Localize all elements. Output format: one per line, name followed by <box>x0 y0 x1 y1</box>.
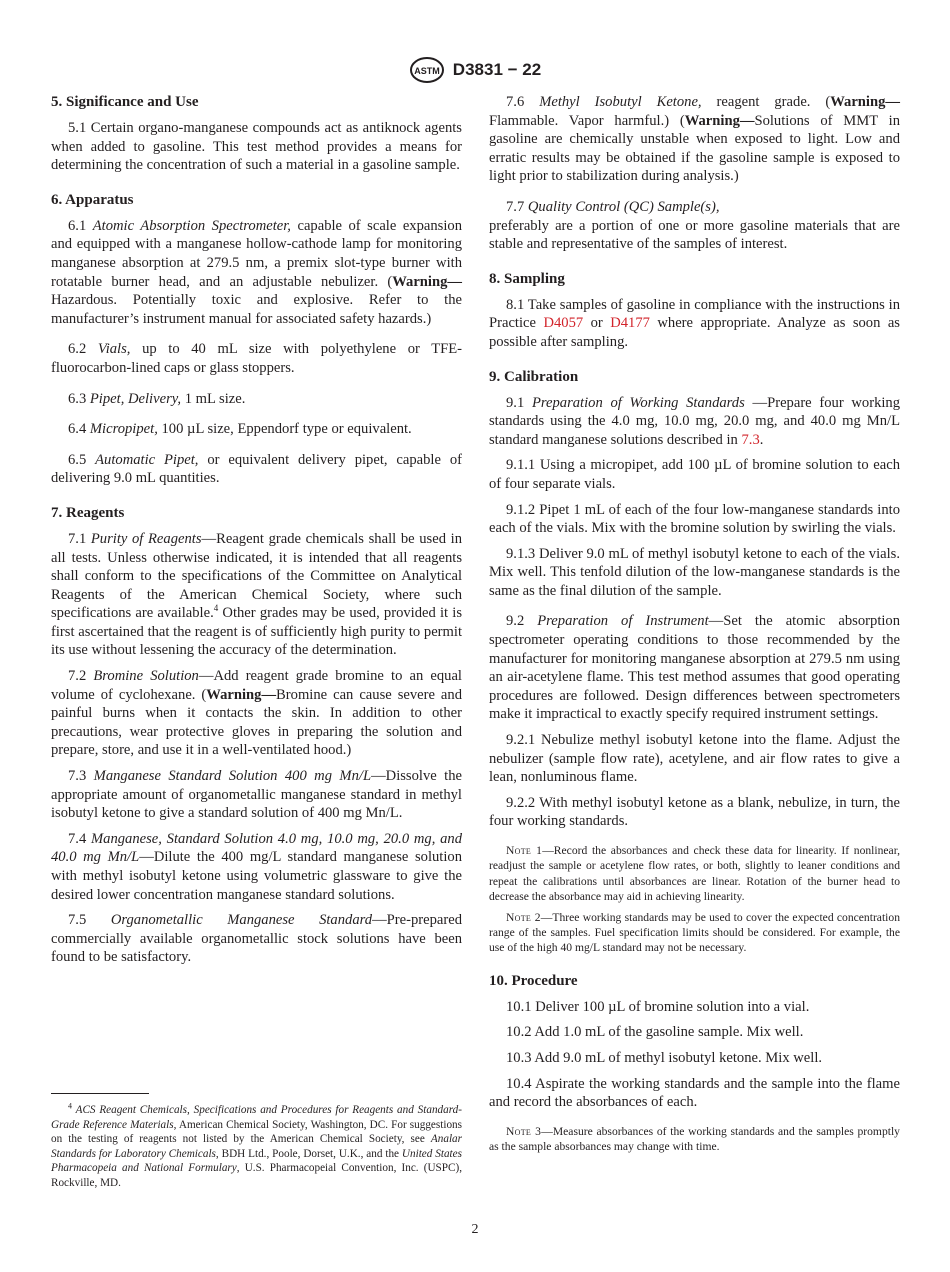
paragraph: 7.3 Manganese Standard Solution 400 mg Mn/L—Dissolve the appropriate amount of organometallic manganese standard in methyl isobutyl ketone to give a standard solution of 400 mg Mn/L. <box>51 768 462 822</box>
reference-link-7-3[interactable]: 7.3 <box>741 431 760 448</box>
section-heading: 6. Apparatus <box>51 191 134 208</box>
section-heading: 9. Calibration <box>489 368 579 385</box>
paragraph: 7.4 Manganese, Standard Solution 4.0 mg, 10.0 mg, 20.0 mg, and 40.0 mg Mn/L—Dilute the 400 mg/L standard manganese solution with methyl isobutyl ketone using volumetric glassware to give the desired lower concentration manganese standard solutions. <box>51 830 463 903</box>
right-column <box>489 93 900 1160</box>
paragraph: 5.1 Certain organo-manganese compounds act as antiknock agents when added to gasoline. This test method provides a means for determining the concentration of such a material in a gasoline sample. <box>51 120 462 174</box>
paragraph: 9.1 Preparation of Working Standards —Prepare four working standards using the 4.0 mg, 10.0 mg, 20.0 mg, and 40.0 mg Mn/L standard manganese solutions described in 7.3. <box>489 394 901 448</box>
note: Note 3—Measure absorbances of the working standards and the samples promptly as the sample absorbances may change with time. <box>489 1124 900 1154</box>
paragraph: 10.1 Deliver 100 µL of bromine solution into a vial. <box>506 998 810 1015</box>
paragraph: 7.5 Organometallic Manganese Standard—Pre-prepared commercially available organometallic stock solutions have been found to be satisfactory. <box>51 912 463 966</box>
paragraph: 9.2.2 With methyl isobutyl ketone as a blank, nebulize, in turn, the four working standards. <box>489 794 900 830</box>
section-heading: 5. Significance and Use <box>51 94 199 110</box>
footnote: $^4$ ACS Reagent Chemicals, Specifications and Procedures for Reagents and Standard-Grade Reference Materials, American Chemical Society, Washington, DC. For suggestions on the testing of reagents not listed by the American Chemical Society, see Analar Standards for Laboratory Chemicals, BDH Ltd., Poole, Dorset, U.K., and the United States Pharmacopeia and National Formulary, U.S. Pharmacopeial Convention, Inc. (USPC), Rockville, MD. <box>51 1101 462 1189</box>
section-heading: 10. Procedure <box>489 972 578 989</box>
paragraph: 9.1.1 Using a micropipet, add 100 µL of bromine solution to each of four separate vials. <box>489 457 900 492</box>
paragraph: 9.1.3 Deliver 9.0 mL of methyl isobutyl ketone to each of the vials. Mix well. This tenfold dilution of the low-manganese standards is the same as the final dilution of the sample. <box>489 545 900 599</box>
paragraph: 9.2 Preparation of Instrument—Set the atomic absorption spectrometer operating conditions to those recommended by the manufacturer for monitoring manganese absorption at 279.5 nm using an air-acetylene flame. This test method assumes that good operating procedures are followed. Design differences between spectrometers make it impractical to exactly specify required instrument settings. <box>489 613 901 723</box>
paragraph: 10.2 Add 1.0 mL of the gasoline sample. Mix well. <box>506 1024 804 1041</box>
paragraph: 6.2 Vials, up to 40 mL size with polyethylene or TFE-fluorocarbon-lined caps or glass stoppers. <box>51 341 463 376</box>
document-code: D3831 − 22 <box>452 60 542 79</box>
paragraph: 10.3 Add 9.0 mL of methyl isobutyl ketone. Mix well. <box>506 1050 823 1067</box>
left-column <box>51 93 462 974</box>
section-heading: 7. Reagents <box>51 504 125 521</box>
astm-logo <box>409 57 445 83</box>
paragraph: 7.7 Quality Control (QC) Sample(s), <box>506 198 720 215</box>
paragraph: 9.1.2 Pipet 1 mL of each of the four low-manganese standards into each of the vials. Mix with the bromine solution by swirling the vials. <box>489 501 900 537</box>
paragraph: 6.3 Pipet, Delivery, 1 mL size. <box>68 390 246 407</box>
section-heading: 8. Sampling <box>489 270 565 287</box>
paragraph: 9.2.1 Nebulize methyl isobutyl ketone into the flame. Adjust the nebulizer (sample flow rate), acetylene, and air flow rates to give a lean, nonluminous flame. <box>489 732 900 786</box>
paragraph: 7.6 Methyl Isobutyl Ketone, reagent grade. (Warning—Flammable. Vapor harmful.) (Warning—Solutions of MMT in gasoline are chemically unstable when exposed to light. Low and erratic results may be obtained if the gasoline sample is exposed to light prior to stabilization during analysis.) <box>489 94 900 185</box>
reference-link-d4177[interactable]: D4177 <box>610 315 650 332</box>
paragraph: preferably are a portion of one or more gasoline materials that are stable and representative of the samples of interest. <box>489 217 900 253</box>
paragraph: 6.4 Micropipet, 100 µL size, Eppendorf type or equivalent. <box>68 421 412 438</box>
svg-text:ASTM: ASTM <box>414 66 440 76</box>
page-number: 2 <box>471 1222 479 1237</box>
reference-link-d4057[interactable]: D4057 <box>543 315 584 332</box>
paragraph: 10.4 Aspirate the working standards and the sample into the flame and record the absorbances of each. <box>489 1075 900 1111</box>
paragraph: 6.5 Automatic Pipet, or equivalent delivery pipet, capable of delivering 9.0 mL quantities. <box>51 451 462 487</box>
note: Note 2—Three working standards may be used to cover the expected concentration range of the samples. Fuel specification limits should be considered. For example, the use of the high 40 mg/L standard may not be necessary. <box>489 910 900 955</box>
footnote-divider <box>51 1093 149 1094</box>
page-header <box>0 57 950 83</box>
note: Note 1—Record the absorbances and check these data for linearity. If nonlinear, readjust the sample or acetylene flow rates, or both, slightly to leaner conditions and repeat the calibrations until absorbances are linear. Rotation of the burner head to decrease the absorbance may aid in achieving linearity. <box>489 844 900 904</box>
paragraph: 7.2 Bromine Solution—Add reagent grade bromine to an equal volume of cyclohexane. (Warning—Bromine can cause severe and painful burns when it contacts the skin. In addition to other precautions, wear protective gloves in preparing the solution and prepare, store, and use it in a well-ventilated hood.) <box>51 668 463 759</box>
paragraph: 8.1 Take samples of gasoline in compliance with the instructions in Practice D4057 or D4177 where appropriate. Analyze as soon as possible after sampling. <box>489 296 900 350</box>
paragraph: 6.1 Atomic Absorption Spectrometer, capable of scale expansion and equipped with a manganese hollow-cathode lamp for monitoring manganese absorption at 279.5 nm, a premix slot-type burner with rotatable burner head, and an adjustable nebulizer. (Warning—Hazardous. Potentially toxic and explosive. Refer to the manufacturer’s instrument manual for associated safety hazards.) <box>51 217 462 327</box>
paragraph: 7.1 Purity of Reagents—Reagent grade chemicals shall be used in all tests. Unless otherwise indicated, it is intended that all reagents shall conform to the specifications of the Committee on Analytical Reagents of the American Chemical Society, where such specifications are available.$^4$ Other grades may be used, provided it is first ascertained that the reagent is of sufficiently high purity to permit its use without lessening the accuracy of the determination. <box>51 530 462 659</box>
